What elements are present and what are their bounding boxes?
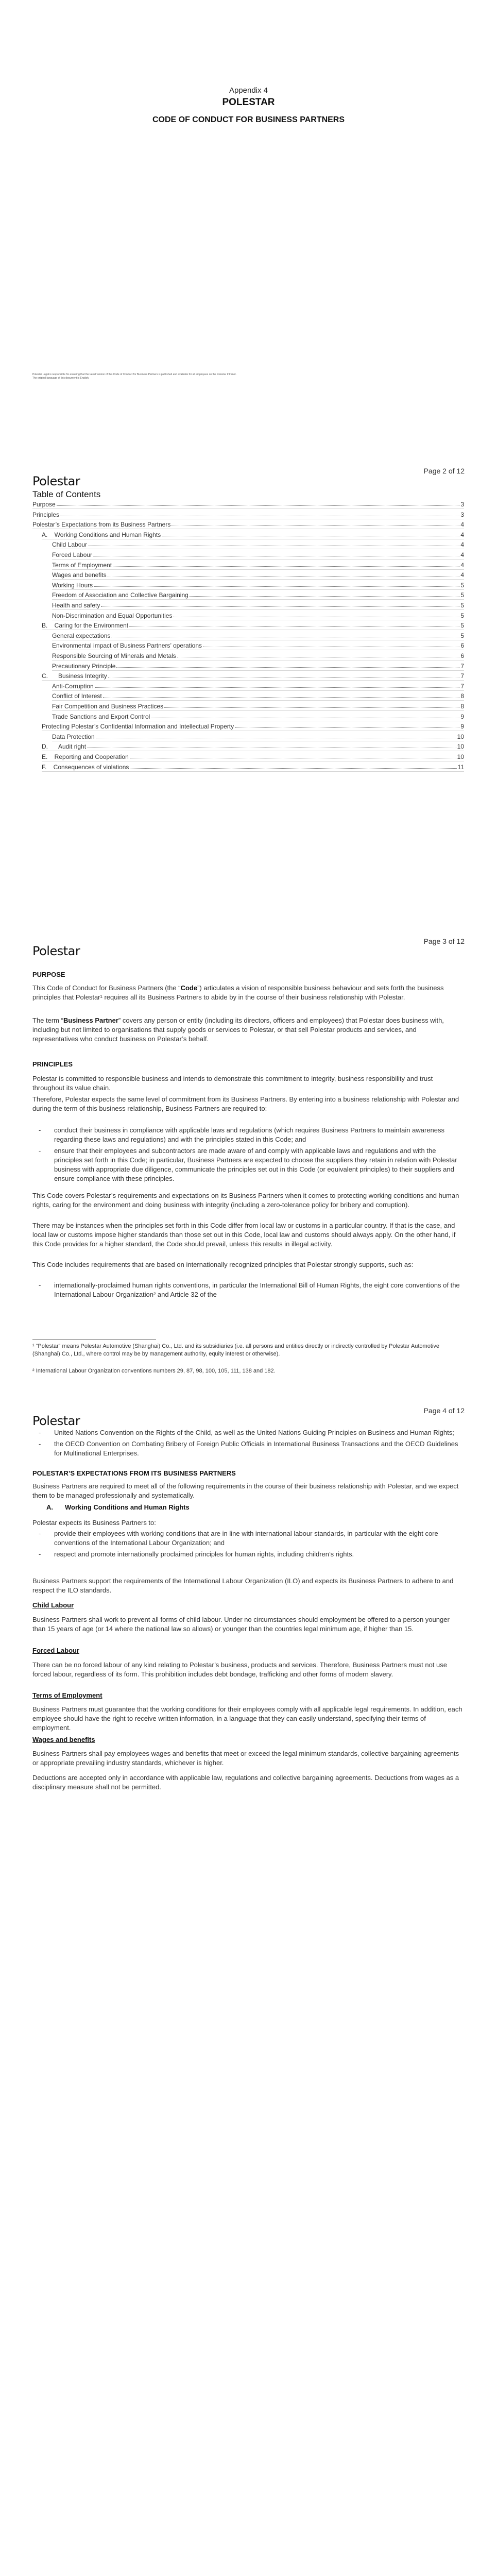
toc-entry-page: 4 [460, 521, 464, 529]
toc-row-divider [42, 680, 464, 681]
wages-heading: Wages and benefits [32, 1736, 95, 1743]
toc-leader-dots [113, 566, 459, 567]
principles-paragraph-3: This Code covers Polestar’s requirements and expectations on its Business Partners when it comes to protecting working conditions and human rights, caring for the environment and doing business with integrity (including a zero-tolerance policy for bribery and corruption). [32, 1192, 459, 1209]
toc-entry-label: Working Hours [52, 581, 93, 589]
toc-title: Table of Contents [32, 489, 101, 499]
toc-entry-label: Protecting Polestar’s Confidential Information and Intellectual Property [42, 723, 234, 731]
list-item: - United Nations Convention on the Rights of the Child, as well as the United Nations Guiding Principles on Business and Human Rights; [32, 1428, 462, 1437]
toc-entry[interactable] [42, 530, 464, 538]
toc-entry-page: 6 [460, 642, 464, 650]
toc-entry-page: 5 [460, 602, 464, 609]
terms-of-employment-paragraph: Business Partners must guarantee that the working conditions for their employees comply with all applicable legal requirements. In addition, each employee should have the right to receive written information, in a language that they can easily understand, specifying their terms of employment. [32, 1705, 462, 1732]
toc-entry-label: D. Audit right [42, 743, 87, 751]
toc-entry-label: F. Consequences of violations [42, 763, 129, 771]
toc-row-divider [42, 771, 464, 772]
toc-entry[interactable] [32, 510, 464, 518]
polestar-logo: Polestar [32, 474, 80, 488]
toc-entry-page: 7 [460, 672, 464, 680]
toc-entry-label: General expectations [52, 632, 111, 639]
toc-entry[interactable] [42, 752, 464, 760]
principles-paragraph-5: This Code includes requirements that are based on internationally recognized principles that Polestar strongly supports, such as: [32, 1261, 414, 1268]
toc-entry-label: E. Reporting and Cooperation [42, 753, 129, 760]
toc-entry-page: 7 [460, 682, 464, 690]
toc-entry-label: Environmental impact of Business Partners’ operations [52, 642, 202, 650]
toc-entry-label: Precautionary Principle [52, 662, 116, 670]
toc-leader-dots [164, 707, 459, 708]
toc-leader-dots [129, 626, 459, 627]
toc-entry-label: C. Business Integrity [42, 672, 107, 680]
toc-entry-page: 10 [457, 743, 464, 751]
fine-print-line-2: The original language of this document is English. [32, 377, 90, 380]
toc-entry-label: Freedom of Association and Collective Bargaining [52, 591, 188, 599]
toc-entry-page: 7 [460, 662, 464, 670]
wages-paragraph-2: Deductions are accepted only in accordance with applicable law, regulations and collective bargaining agreements. Deductions from wages as a disciplinary measure shall not be permitted. [32, 1774, 459, 1791]
toc-entry-page: 9 [460, 713, 464, 720]
footnote-1: ¹ “Polestar” means Polestar Automotive (Shanghai) Co., Ltd. and its subsidiaries (i.e. all persons and entities directly or indirectly controlled by Polestar Automotive (Shanghai) Co., Ltd., where control may be by management authority, equity interest or otherwise). [32, 1343, 439, 1357]
polestar-logo: Polestar [32, 1414, 80, 1428]
toc-leader-dots [57, 505, 460, 506]
list-item: - ensure that their employees and subcontractors are made aware of and comply with applicable laws and regulations and with the principles set forth in this Code; in particular, Business Partners are expected to choose the suppliers they retain in relation with Polestar business with appropriate due diligence, communicate the principles set out in this Code (or equivalent principles) to their suppliers and ensure compliance with these principles. [32, 1146, 462, 1183]
toc-entry[interactable] [52, 662, 464, 670]
appendix-label: Appendix 4 [229, 86, 268, 95]
toc-entry-label: B. Caring for the Environment [42, 622, 129, 630]
principles-heading: PRINCIPLES [32, 1060, 73, 1068]
toc-entry-page: 5 [460, 581, 464, 589]
toc-entry-label: Data Protection [52, 733, 95, 740]
toc-entry-label: Trade Sanctions and Export Control [52, 713, 150, 720]
toc-entry[interactable] [32, 520, 464, 528]
principles-paragraph-2: Therefore, Polestar expects the same level of commitment from its Business Partners. By entering into a business relationship with Polestar and during the term of this business relationship, Business Partners are required to: [32, 1095, 459, 1112]
forced-labour-paragraph: There can be no forced labour of any kind relating to Polestar’s business, products and services. Therefore, Business Partners must not use forced labour, regardless of its form. This prohibition includes debt bondage, trafficking and other forms of modern slavery. [32, 1661, 447, 1678]
toc-row-divider [52, 589, 464, 590]
toc-row-divider [52, 710, 464, 711]
toc-entry[interactable] [52, 570, 464, 579]
toc-entry[interactable] [52, 611, 464, 619]
toc-entry-page: 5 [460, 612, 464, 619]
toc-entry-page: 5 [460, 632, 464, 639]
purpose-paragraph-1: This Code of Conduct for Business Partners (the “Code”) articulates a vision of responsible business behaviour and sets forth the business principles that Polestar¹ requires all its Business Partners to abide by in the course of their business relationship with Polestar. [32, 984, 444, 1001]
toc-entry[interactable] [52, 590, 464, 599]
document-title: CODE OF CONDUCT FOR BUSINESS PARTNERS [152, 115, 345, 124]
polestar-logo: Polestar [32, 944, 80, 958]
toc-entry[interactable] [52, 712, 464, 720]
toc-entry[interactable] [32, 500, 464, 508]
toc-entry[interactable] [42, 742, 464, 750]
toc-entry-page: 9 [460, 723, 464, 731]
toc-entry-label: Principles [32, 511, 60, 518]
toc-entry-page: 3 [460, 501, 464, 508]
toc-row-divider [52, 599, 464, 600]
expectations-paragraph: Business Partners are required to meet all of the following requirements in the course of their business relationship with Polestar, and we expect them to be managed professionally and systematically. [32, 1482, 459, 1499]
toc-row-divider [52, 609, 464, 610]
conventions-list [32, 1428, 462, 1460]
toc-row-divider [52, 690, 464, 691]
toc-entry-label: Forced Labour [52, 551, 93, 558]
list-item: - internationally-proclaimed human rights conventions, in particular the International Bill of Human Rights, the eight core conventions of the International Labour Organization² and Article 32 of the [32, 1281, 462, 1299]
toc-entry[interactable] [52, 561, 464, 569]
toc-entry[interactable] [42, 671, 464, 680]
child-labour-heading: Child Labour [32, 1601, 74, 1609]
toc-entry-page: 5 [460, 622, 464, 630]
toc-entry-label: Responsible Sourcing of Minerals and Metals [52, 652, 176, 659]
toc-entry[interactable] [42, 762, 464, 771]
toc-entry-label: Wages and benefits [52, 571, 107, 579]
toc-entry[interactable] [42, 621, 464, 629]
list-item: - provide their employees with working conditions that are in line with international labour standards, in particular with the eight core conventions of the International Labour Organization; and [32, 1529, 462, 1548]
toc-leader-dots [103, 697, 460, 698]
toc-entry[interactable] [52, 702, 464, 710]
toc-entry-page: 10 [457, 753, 464, 760]
principles-list [32, 1126, 462, 1185]
purpose-paragraph-2: The term “Business Partner” covers any person or entity (including its directors, officers and employees) that Polestar does business with, including but not limited to organisations that supply goods or services to Polestar, or that sell Polestar products and services, and representatives who conduct business on Polestar’s behalf. [32, 1016, 444, 1043]
section-a-intro: Polestar expects its Business Partners to: [32, 1519, 156, 1527]
principles-paragraph-1: Polestar is committed to responsible business and intends to demonstrate this commitment to integrity, business responsibility and trust throughout its value chain. [32, 1075, 433, 1092]
toc-entry[interactable] [52, 732, 464, 740]
toc-row-divider [52, 579, 464, 580]
toc-entry-label: Child Labour [52, 541, 88, 549]
expectations-heading: POLESTAR’S EXPECTATIONS FROM ITS BUSINESS PARTNERS [32, 1469, 236, 1477]
section-a-list [32, 1529, 462, 1561]
toc-entry-page: 5 [460, 591, 464, 599]
footnote-2: ² International Labour Organization conventions numbers 29, 87, 98, 100, 105, 111, 138 and 182. [32, 1368, 276, 1374]
toc-entry-page: 10 [457, 733, 464, 740]
toc-leader-dots [95, 687, 460, 688]
toc-entry-page: 11 [457, 763, 464, 771]
toc-entry[interactable] [52, 682, 464, 690]
toc-entry-page: 4 [460, 541, 464, 549]
toc-entry-label: A. Working Conditions and Human Rights [42, 531, 161, 538]
cover-fine-print [32, 373, 462, 380]
forced-labour-heading: Forced Labour [32, 1647, 80, 1654]
toc-entry-page: 4 [460, 551, 464, 558]
page-number: Page 2 of 12 [423, 467, 465, 475]
toc-entry-page: 4 [460, 561, 464, 569]
purpose-heading: PURPOSE [32, 971, 65, 978]
principles-paragraph-4: There may be instances when the principles set forth in this Code differ from local law or customs in a particular country. If that is the case, and local law or customs impose higher standards than those set out in this Code, local law and customs should always apply. On the other hand, if this Code provides for a higher standard, the Code should prevail, unless this results in illegal activity. [32, 1222, 456, 1248]
toc-leader-dots [108, 576, 460, 577]
toc-leader-dots [94, 586, 459, 587]
toc-entry[interactable] [52, 540, 464, 548]
toc-row-divider [52, 569, 464, 570]
toc-entry-label: Anti-Corruption [52, 682, 94, 690]
terms-of-employment-heading: Terms of Employment [32, 1691, 102, 1699]
toc-entry[interactable] [52, 631, 464, 639]
toc-entry-label: Terms of Employment [52, 561, 112, 569]
toc-leader-dots [235, 727, 459, 728]
toc-entry-label: Conflict of Interest [52, 692, 102, 700]
toc-entry[interactable] [52, 691, 464, 700]
toc-entry[interactable] [52, 601, 464, 609]
toc-entry[interactable] [52, 581, 464, 589]
toc-entry-page: 8 [460, 692, 464, 700]
toc-entry-label: Health and safety [52, 602, 100, 609]
toc-entry[interactable] [52, 550, 464, 558]
wages-paragraph-1: Business Partners shall pay employees wages and benefits that meet or exceed the legal minimum standards, collective bargaining agreements or appropriate prevailing industry standards, whichever is higher. [32, 1750, 459, 1767]
toc-leader-dots [130, 768, 456, 769]
child-labour-paragraph: Business Partners shall work to prevent all forms of child labour. Under no circumstances should employment be offered to a person younger than 15 years of age (or 14 where the national law so allows) or younger than the countries legal minimum age, if higher than 15. [32, 1616, 450, 1633]
principles-list-2 [32, 1281, 462, 1301]
toc-entry-page: 4 [460, 571, 464, 579]
section-a-paragraph-2: Business Partners support the requirements of the International Labour Organization (ILO) and expects its Business Partners to adhere to and respect the ILO standards. [32, 1577, 454, 1594]
section-a-heading: A. Working Conditions and Human Rights [46, 1503, 190, 1511]
toc-entry-page: 3 [460, 511, 464, 518]
toc-entry-label: Non-Discrimination and Equal Opportunities [52, 612, 173, 619]
toc-entry-page: 4 [460, 531, 464, 538]
toc-entry-label: Polestar’s Expectations from its Business Partners [32, 521, 171, 529]
toc-entry-label: Fair Competition and Business Practices [52, 703, 164, 710]
toc-row-divider [52, 559, 464, 560]
toc-row-divider [52, 700, 464, 701]
page-number: Page 3 of 12 [423, 937, 465, 945]
toc-entry-label: Purpose [32, 501, 56, 508]
toc-leader-dots [116, 667, 459, 668]
list-item: - conduct their business in compliance with applicable laws and regulations (which requires Business Partners to maintain awareness regarding these laws and regulations) and with the principles stated in this Code; and [32, 1126, 462, 1144]
toc-entry[interactable] [42, 722, 464, 730]
fine-print-line-1: Polestar Legal is responsible for ensuring that the latest version of this Code of Conduct for Business Partners is published and available for all employees on the Polestar Intranet. [32, 373, 237, 376]
toc-entry-page: 8 [460, 703, 464, 710]
toc-row-divider [52, 670, 464, 671]
list-item: - the OECD Convention on Combating Bribery of Foreign Public Officials in International Business Transactions and the OECD Guidelines for Multinational Enterprises. [32, 1439, 462, 1458]
list-item: - respect and promote internationally proclaimed principles for human rights, including children’s rights. [32, 1550, 462, 1559]
page-number: Page 4 of 12 [423, 1406, 465, 1415]
toc-entry[interactable] [52, 651, 464, 659]
toc-entry-page: 6 [460, 652, 464, 659]
company-title: POLESTAR [222, 97, 275, 108]
toc-leader-dots [101, 606, 459, 607]
toc-entry[interactable] [52, 641, 464, 649]
toc-leader-dots [190, 596, 459, 597]
